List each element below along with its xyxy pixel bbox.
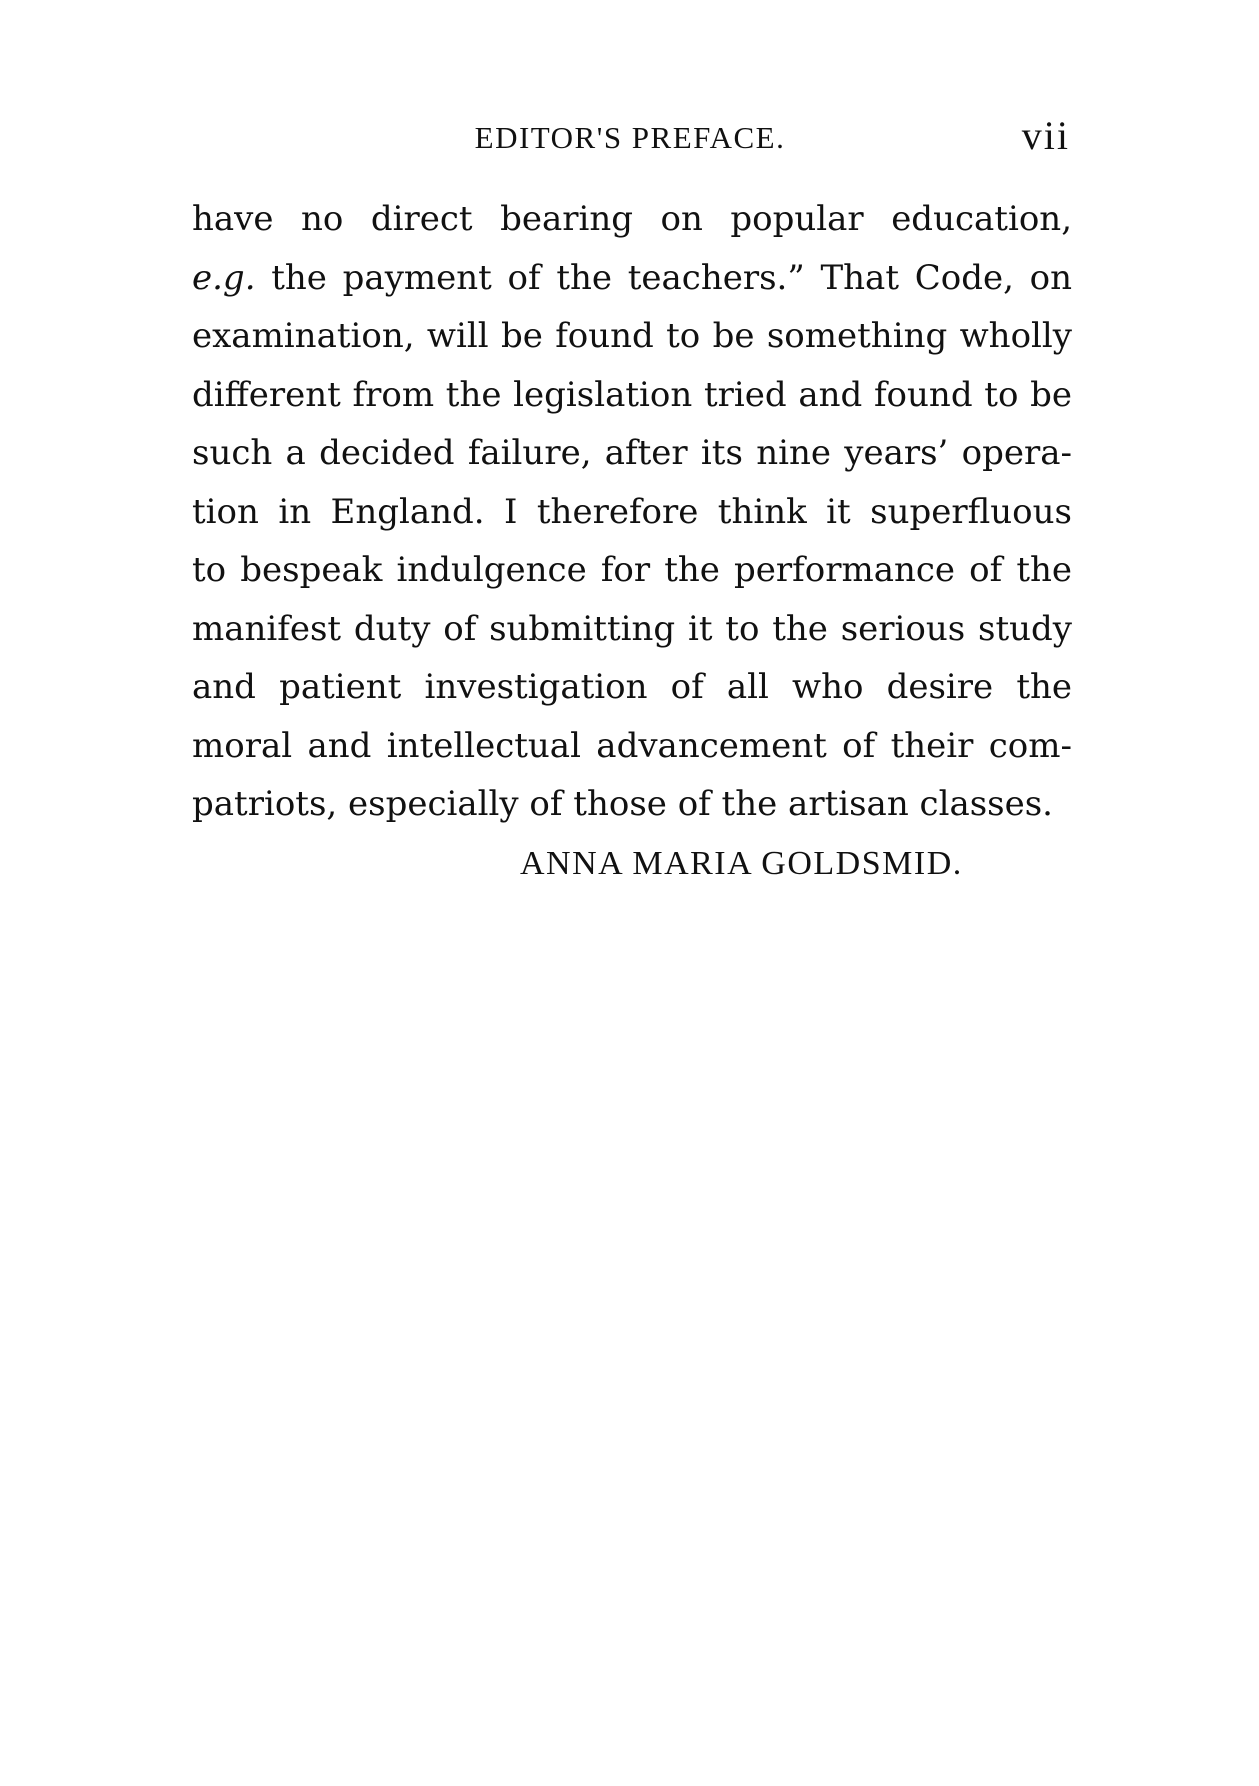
text-line: tion in England. I therefore think it superfluous bbox=[192, 491, 1072, 532]
abbreviation-eg: e.g. bbox=[192, 257, 256, 298]
text-line: patriots, especially of those of the artisan classes. bbox=[192, 784, 1053, 824]
page-number: vii bbox=[1021, 113, 1070, 158]
text-line: manifest duty of submitting it to the serious study bbox=[192, 608, 1072, 649]
text-line-rest: the payment of the teachers.” That Code, on bbox=[255, 257, 1072, 298]
text-line: have no direct bearing on popular education, bbox=[192, 199, 1072, 239]
preface-body bbox=[192, 190, 1072, 834]
text-line: to bespeak indulgence for the performance of the bbox=[192, 550, 1072, 590]
running-head bbox=[190, 112, 1070, 162]
text-line bbox=[192, 249, 1072, 308]
signature: ANNA MARIA GOLDSMID. bbox=[520, 845, 963, 882]
text-line: moral and intellectual advancement of their com- bbox=[192, 725, 1072, 766]
text-line: and patient investigation of all who desire the bbox=[192, 667, 1072, 707]
text-line: examination, will be found to be something wholly bbox=[192, 316, 1072, 356]
running-title: EDITOR'S PREFACE. bbox=[474, 120, 786, 155]
text-line: such a decided failure, after its nine years’ opera- bbox=[192, 433, 1072, 473]
text-line: different from the legislation tried and found to be bbox=[192, 374, 1072, 415]
